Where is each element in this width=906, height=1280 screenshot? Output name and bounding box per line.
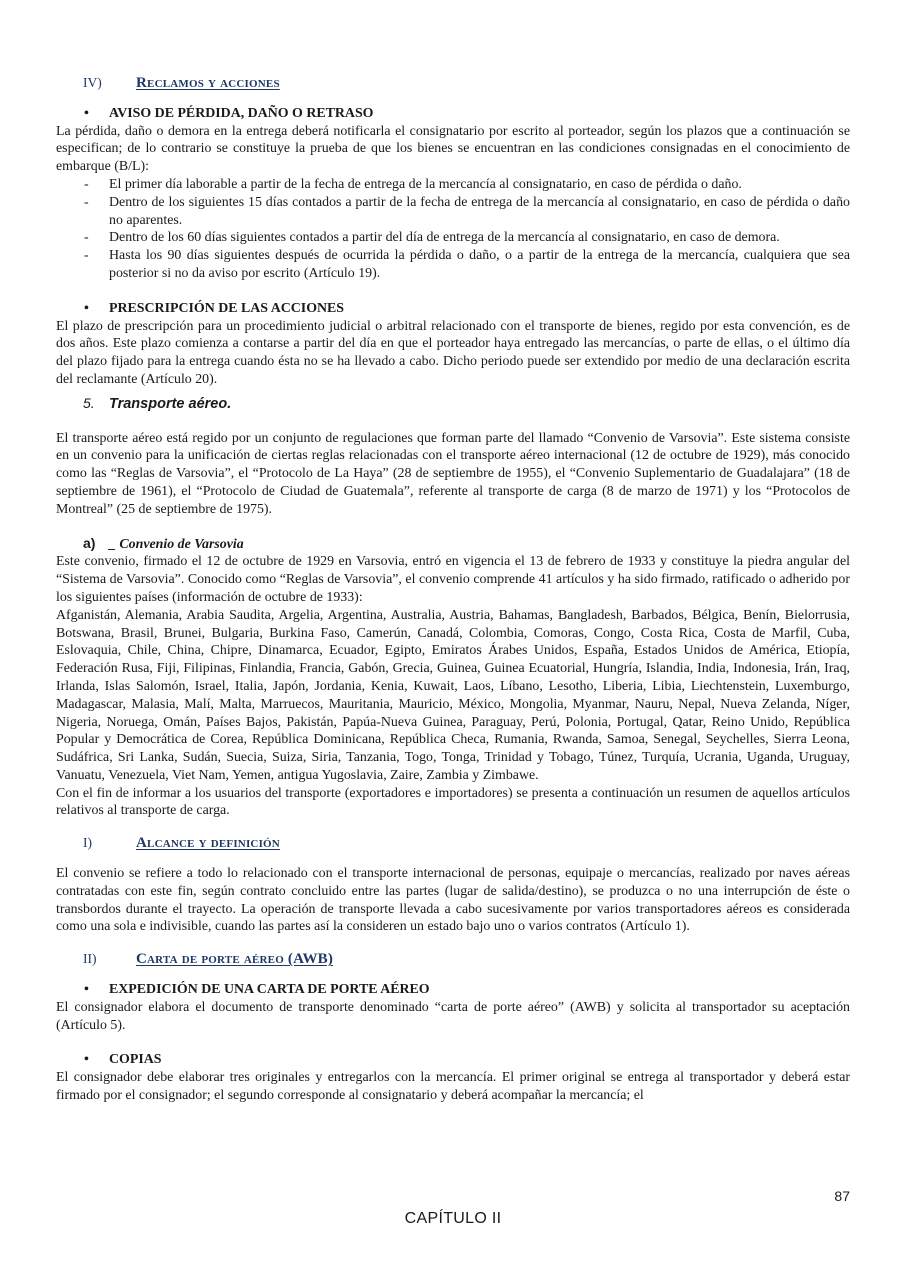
- bullet-heading-text: PRESCRIPCIÓN DE LAS ACCIONES: [109, 300, 345, 316]
- bullet-heading-text: AVISO DE PÉRDIDA, DAÑO O RETRASO: [109, 105, 374, 121]
- bullet-heading: [56, 300, 850, 318]
- paragraph: Este convenio, firmado el 12 de octubre de 1929 en Varsovia, entró en vigencia el 13 de febrero de 1933 y constituye la piedra angular del “Sistema de Varsovia”. Conocido como “Reglas de Varsovia”, el convenio comprende 41 artículos y ha sido firmado, ratificado o adherido por los siguientes países (información de octubre de 1933):: [56, 554, 850, 605]
- paragraph: El plazo de prescripción para un procedimiento judicial o arbitral relacionado con el transporte de bienes, regido por esta convención, es de dos años. Este plazo comienza a contarse a partir del día en que el porteador haya entregado las mercancías, o parte de ellas, o el último día del plazo fijado para la entrega cuando ésta no se ha llevado a cabo. Dicho periodo puede ser extendido por medio de una declaración escrita del reclamante (Artículo 20).: [56, 318, 850, 387]
- subsection-heading: [56, 535, 850, 554]
- document-page: [56, 70, 850, 1105]
- bullet-heading: [56, 105, 850, 123]
- paragraph: El consignador debe elaborar tres originales y entregarlos con la mercancía. El primer original se entrega al transportador y deberá estar firmado por el consignador; el segundo corresponde al consignatario y deberá acompañar la mercancía; el: [56, 1070, 850, 1104]
- section-number: I): [83, 835, 92, 851]
- bullet-icon: •: [84, 300, 89, 316]
- section-number: IV): [83, 75, 102, 90]
- list-item: [56, 194, 850, 230]
- bullet-heading-text: COPIAS: [109, 1052, 162, 1068]
- numbered-heading: [56, 395, 850, 414]
- section-number: II): [83, 951, 97, 967]
- heading-title: Transporte aéreo.: [109, 395, 232, 412]
- list-item: [56, 176, 850, 194]
- list-item-text: Dentro de los siguientes 15 días contados a partir de la fecha de entrega de la mercancía al consignatario, en caso de pérdida o daño no aparentes.: [109, 194, 850, 228]
- list-item-text: Hasta los 90 días siguientes después de ocurrida la pérdida o daño, o a partir de la entrega de la mercancía, cualquiera que sea posterior si no da aviso por escrito (Artículo 19).: [109, 248, 850, 281]
- bullet-icon: •: [84, 982, 89, 998]
- section-heading-i: [56, 834, 850, 853]
- paragraph: La pérdida, daño o demora en la entrega deberá notificarla el consignatario por escrito al porteador, según los plazos que a continuación se especifican; de lo contrario se constituye la prueba de que los bienes se encuentran en las condiciones consignadas en el conocimiento de embarque (B/L):: [56, 123, 850, 175]
- bullet-icon: •: [84, 1052, 89, 1068]
- paragraph: El transporte aéreo está regido por un conjunto de regulaciones que forman parte del llamado “Convenio de Varsovia”. Este sistema consiste en un convenio para la unificación de ciertas reglas relacionadas con el transporte aéreo internacional (12 de octubre de 1929), más conocido como las “Reglas de Varsovia”, el “Protocolo de La Haya” (28 de septiembre de 1955), el “Convenio Suplementario de Guadalajara” (18 de septiembre de 1961), el “Protocolo de Ciudad de Guatemala”, referente al transporte de carga (8 de marzo de 1971) y los “Protocolos de Montreal” (25 de septiembre de 1975).: [56, 430, 850, 517]
- dash-list: [56, 176, 850, 283]
- section-title: Reclamos y acciones: [136, 75, 280, 91]
- bullet-heading: [56, 1051, 850, 1069]
- page-number: 87: [834, 1188, 850, 1204]
- subsection-title: _ Convenio de Varsovia: [109, 536, 244, 552]
- list-item: [56, 229, 850, 247]
- bullet-icon: •: [84, 105, 89, 121]
- section-title: Alcance y definición: [136, 835, 280, 852]
- paragraph: El consignador elabora el documento de transporte denominado “carta de porte aéreo” (AWB) y solicita al transportador su aceptación (Artículo 5).: [56, 999, 850, 1033]
- dash-icon: -: [84, 194, 89, 210]
- heading-number: 5.: [83, 394, 95, 411]
- paragraph: Con el fin de informar a los usuarios del transporte (exportadores e importadores) se presenta a continuación un resumen de aquellos artículos relativos al transporte de carga.: [56, 785, 850, 819]
- country-list-paragraph: Afganistán, Alemania, Arabia Saudita, Argelia, Argentina, Australia, Austria, Bahamas, Bangladesh, Barbados, Bélgica, Benín, Bielorrusia, Botswana, Brasil, Brunei, Bulgaria, Burkina Faso, Camerún, Canadá, Colombia, Comoras, Congo, Costa Rica, Costa de Marfil, Cuba, Eslovaquia, Chile, China, Chipre, Dinamarca, Ecuador, Egipto, Emiratos Árabes Unidos, España, Estados Unidos de América, Etiopía, Federación Rusa, Fiji, Filipinas, Finlandia, Francia, Gabón, Grecia, Guinea, Guinea Ecuatorial, Hungría, Islandia, India, Indonesia, Irán, Iraq, Irlanda, Islas Salomón, Israel, Italia, Japón, Jordania, Kenia, Kuwait, Laos, Líbano, Lesotho, Liberia, Libia, Liechtenstein, Luxemburgo, Madagascar, Malasia, Malí, Malta, Marruecos, Mauritania, Mauricio, México, Mongolia, Myanmar, Nauru, Nepal, Nueva Zelanda, Níger, Nigeria, Noruega, Omán, Países Bajos, Pakistán, Papúa-Nueva Guinea, Paraguay, Perú, Polonia, Portugal, Qatar, Reino Unido, República Popular y Democrática de Corea, República Dominicana, República Checa, Rumania, Rwanda, Samoa, Senegal, Seychelles, Sierra Leona, Sudáfrica, Sri Lanka, Sudán, Suecia, Suiza, Siria, Tanzania, Togo, Tonga, Trinidad y Tobago, Túnez, Turquía, Ucrania, Uganda, Uruguay, Vanuatu, Venezuela, Viet Nam, Yemen, antigua Yugoslavia, Zaire, Zambia y Zimbawe.: [56, 607, 850, 783]
- list-item-text: Dentro de los 60 días siguientes contados a partir del día de entrega de la mercancía al consignatario, en caso de demora.: [109, 230, 780, 246]
- list-item: [56, 247, 850, 283]
- dash-icon: -: [84, 176, 89, 192]
- bullet-heading-text: EXPEDICIÓN DE UNA CARTA DE PORTE AÉREO: [109, 982, 430, 998]
- subsection-letter: a): [83, 534, 96, 551]
- section-title: Carta de porte aéreo (AWB): [136, 951, 334, 968]
- bullet-heading: [56, 981, 850, 999]
- section-heading-iv: [56, 74, 850, 93]
- dash-icon: -: [84, 248, 89, 264]
- page-footer: CAPÍTULO II: [404, 1210, 502, 1227]
- list-item-text: El primer día laborable a partir de la fecha de entrega de la mercancía al consignatario, en caso de pérdida o daño.: [109, 176, 742, 192]
- section-heading-ii: [56, 950, 850, 969]
- paragraph: El convenio se refiere a todo lo relacionado con el transporte internacional de personas, equipaje o mercancías, realizado por naves aéreas contratadas con este fin, según contrato concluido entre las partes (lugar de salida/destino), se produzca o no una interrupción de éste o transbordos durante el trayecto. La operación de transporte llevada a cabo sucesivamente por varios transportadores aéreos es considerada como una sola e indivisible, cuando las partes así la consideren un estado bajo uno o varios contratos (Artículo 1).: [56, 866, 850, 935]
- dash-icon: -: [84, 230, 89, 246]
